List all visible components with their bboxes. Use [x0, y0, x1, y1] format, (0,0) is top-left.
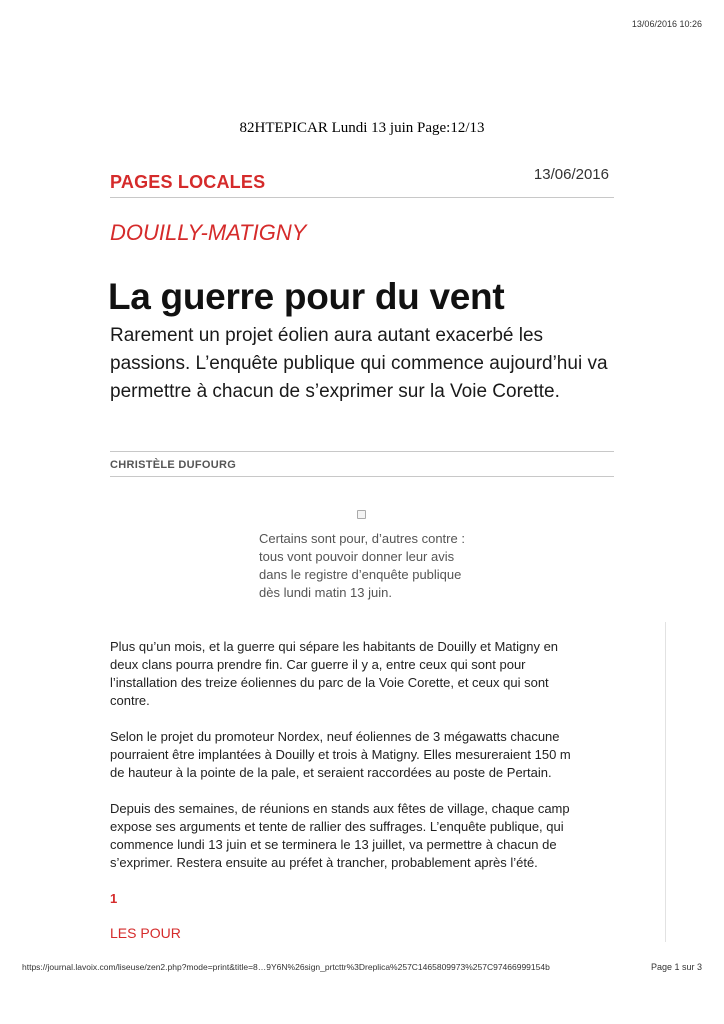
byline-top-divider	[110, 451, 614, 452]
body-paragraph-1: Plus qu’un mois, et la guerre qui sépare les habitants de Douilly et Matigny en deux clans pourra prendre fin. Car guerre il y a, entre ceux qui sont pour l’installation des treize éoliennes du parc de la Voie Corette, et ceux qui sont contre.	[110, 639, 559, 708]
rubric-label: PAGES LOCALES	[110, 172, 266, 192]
locality-title: DOUILLY-MATIGNY	[110, 220, 307, 245]
section-number: 1	[110, 891, 118, 906]
article-body	[110, 638, 580, 890]
article-headline: La guerre pour du vent	[108, 276, 505, 317]
edition-line: 82HTEPICAR Lundi 13 juin Page:12/13	[239, 120, 485, 136]
byline-bottom-divider	[110, 476, 614, 477]
print-url: https://journal.lavoix.com/liseuse/zen2.php?mode=print&title=8…9Y6N%26sign_prtcttr%3Dreplica%257C1465809973%257C97466999154b	[22, 962, 550, 972]
article-lead: Rarement un projet éolien aura autant exacerbé les passions. L’enquête publique qui commence aujourd’hui va permettre à chacun de s’exprimer sur la Voie Corette.	[110, 325, 608, 402]
image-placeholder-icon	[357, 510, 366, 519]
column-divider	[665, 622, 666, 942]
section-title: LES POUR	[110, 925, 181, 941]
article-date: 13/06/2016	[533, 166, 609, 183]
print-datetime: 13/06/2016 10:26	[631, 19, 702, 29]
photo-caption: Certains sont pour, d’autres contre : tous vont pouvoir donner leur avis dans le registre d’enquête publique dès lundi matin 13 juin.	[259, 531, 465, 600]
page-counter: Page 1 sur 3	[650, 962, 702, 972]
article-byline: CHRISTÈLE DUFOURG	[110, 459, 237, 471]
rubric-divider	[110, 197, 614, 198]
body-paragraph-2: Selon le projet du promoteur Nordex, neuf éoliennes de 3 mégawatts chacune pourraient être implantées à Douilly et trois à Matigny. Elles mesureraient 150 m de hauteur à la pointe de la pale, et seraient raccordées au poste de Pertain.	[110, 729, 571, 780]
body-paragraph-3: Depuis des semaines, de réunions en stands aux fêtes de village, chaque camp expose ses arguments et tente de rallier des suffrages. L’enquête publique, qui commence lundi 13 juin et se terminera le 13 juillet, va permettre à chacun de s’exprimer. Restera ensuite au préfet à trancher, probablement après l’été.	[110, 801, 570, 870]
